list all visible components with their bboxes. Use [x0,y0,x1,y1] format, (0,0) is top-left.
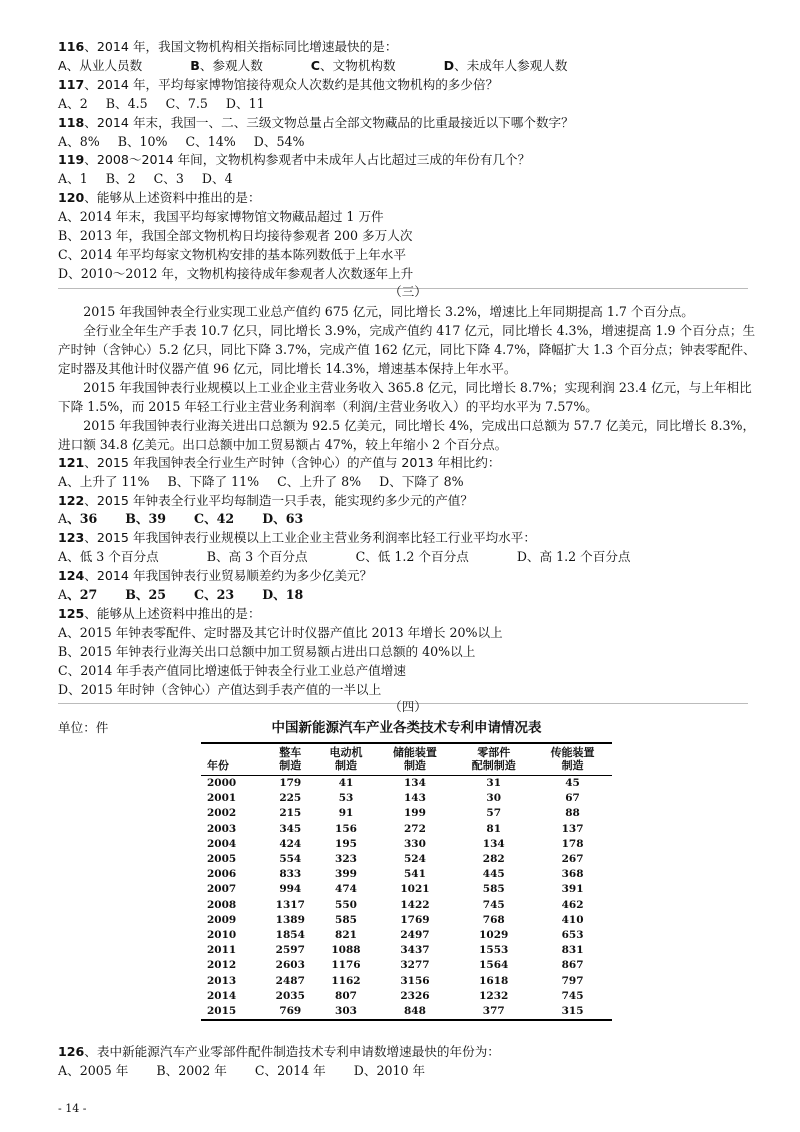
year-cell: 2010 [207,929,237,942]
option-c: C、14% [185,133,236,149]
value-cell: 2597 [275,944,305,957]
value-cell: 330 [403,837,426,850]
value-cell: 585 [335,913,357,926]
question-117 [58,76,758,95]
question-124-options [58,586,758,605]
value-cell: 831 [561,944,584,957]
option-d: D、18 [262,587,304,603]
value-cell: 303 [316,1004,375,1020]
value-cell: 445 [482,868,505,881]
value-cell: 199 [403,807,426,820]
value-cell: 768 [482,913,505,926]
question-126 [58,1043,758,1062]
value-cell: 30 [486,792,502,805]
table-row [201,1004,612,1020]
question-126-options [58,1062,758,1081]
value-cell: 3156 [400,974,430,987]
value-cell: 1176 [331,959,361,972]
option-d: D、63 [262,511,304,527]
question-number: 117 [58,76,85,92]
option-b: B、高 3 个百分点 [206,549,308,565]
exam-page [58,38,758,738]
value-cell: 554 [279,853,302,866]
question-123 [58,529,758,548]
option-a: A、从业人员数 [58,57,143,73]
option-c: C、低 1.2 个百分点 [355,549,469,565]
question-text: 、2014 年，平均每家博物馆接待观众人次数约是其他文物机构的多少倍？ [84,76,499,92]
question-122 [58,492,758,511]
option-c: C、2014 年手表产值同比增速低于钟表全行业工业总产值增速 [58,662,406,678]
table-row [201,791,612,806]
option-c: C、上升了 8% [277,473,362,489]
value-cell: 424 [279,837,302,850]
value-cell: 807 [335,989,357,1002]
value-cell: 745 [561,989,584,1002]
value-cell: 550 [335,898,357,911]
patent-data-table [201,742,612,1021]
option-d: D、高 1.2 个百分点 [516,549,631,565]
option-b: B、下降了 11% [167,473,260,489]
value-cell: 410 [561,913,584,926]
value-cell: 57 [486,807,502,820]
value-cell: 833 [279,868,302,881]
value-cell: 31 [486,777,502,789]
year-cell: 2003 [207,822,237,835]
value-cell: 134 [403,777,426,789]
header-parts: 零部件 配制制造 [454,743,533,776]
passage-paragraph-3: 2015 年我国钟表行业规模以上工业企业主营业务收入 365.8 亿元，同比增长 8.7%；实现利润 23.4 亿元，与上年相比下降 1.5%，而 2015 年轻工行业主营业务利润率（利润/主营业务收入）的平均水平为 7.57%。 [58,379,752,414]
year-cell: 2014 [207,989,237,1002]
value-cell: 225 [279,792,302,805]
value-cell: 178 [561,837,584,850]
option-c: C、23 [194,587,235,603]
table-row [201,852,612,867]
question-text: 、2008～2014 年间，文物机构参观者中未成年人占比超过三成的年份有几个？ [84,152,531,168]
value-cell: 267 [561,853,584,866]
option-d: D、下降了 8% [379,473,464,489]
question-number: 122 [58,492,85,508]
value-cell: 3437 [400,944,430,957]
question-number: 120 [58,190,85,206]
question-121-options [58,473,758,492]
question-125 [58,605,758,624]
option-c: C、3 [153,171,184,187]
question-122-options [58,510,758,529]
table-row [201,958,612,973]
question-number: 119 [58,152,85,168]
option-a: A、8% [58,133,100,149]
value-cell: 45 [565,777,580,789]
value-cell: 1854 [275,929,305,942]
passage-paragraph-4: 2015 年我国钟表行业海关进出口总额为 92.5 亿美元，同比增长 4%，完成出口总额为 57.7 亿美元，同比增长 8.3%，进口额 34.8 亿美元。出口总额中加工贸易额占 47%，较上年缩小 2 个百分点。 [58,417,756,452]
option-a: A、36 [58,511,98,527]
value-cell: 867 [561,959,584,972]
table-row [201,928,612,943]
year-cell: 2009 [207,913,237,926]
passage-paragraph-1: 2015 年我国钟表全行业实现工业总产值约 675 亿元，同比增长 3.2%，增速比上年同期提高 1.7 个百分点。 [83,303,694,319]
value-cell: 91 [338,807,354,820]
option-b: B、4.5 [105,95,148,111]
option-b: B、2002 年 [156,1062,227,1078]
value-cell: 81 [486,822,502,835]
value-cell: 143 [403,792,426,805]
value-cell: 345 [279,822,302,835]
table-body [201,776,612,1021]
year-cell: 2008 [207,898,237,911]
year-cell: 2005 [207,853,237,866]
value-cell: 1029 [479,929,509,942]
value-cell: 1021 [400,883,430,896]
year-cell: 2004 [207,837,237,850]
value-cell: 1162 [331,974,361,987]
header-storage: 储能装置 制造 [376,743,455,776]
table-row [201,913,612,928]
value-cell: 368 [561,868,584,881]
value-cell: 524 [403,853,426,866]
option-c: C、2014 年 [254,1062,326,1078]
option-a: A、1 [58,171,88,187]
value-cell: 134 [482,837,505,850]
section-heading-3: （三） [389,283,427,299]
question-text: 、2014 年我国钟表行业贸易顺差约为多少亿美元？ [84,568,373,584]
question-121 [58,454,758,473]
table-row [201,806,612,821]
question-118-options [58,133,758,152]
option-a: A、2015 年钟表零配件、定时器及其它计时仪器产值比 2013 年增长 20%以上 [58,624,503,640]
value-cell: 391 [561,883,584,896]
header-year: 年份 [201,743,264,776]
value-cell: 41 [338,777,354,789]
value-cell: 88 [565,807,580,820]
option-b: B、参观人数 [190,57,263,73]
question-text: 、2015 年钟表全行业平均每制造一只手表，能实现约多少元的产值？ [84,492,473,508]
year-cell: 2007 [207,883,237,896]
value-cell: 1422 [400,898,430,911]
option-d: D、4 [201,171,233,187]
value-cell: 156 [335,822,357,835]
value-cell: 315 [533,1004,612,1020]
question-119-options [58,170,758,189]
option-b: B、2013 年，我国全部文物机构日均接待参观者 200 多万人次 [58,228,413,244]
option-a: A、2 [58,95,88,111]
value-cell: 282 [482,853,505,866]
question-number: 123 [58,530,85,546]
option-d: D、2010～2012 年，文物机构接待成年参观者人次数逐年上升 [58,265,414,281]
table-row [201,837,612,852]
option-c: C、7.5 [165,95,208,111]
table-row [201,974,612,989]
question-text: 、表中新能源汽车产业零部件配件制造技术专利申请数增速最快的年份为： [84,1044,500,1059]
value-cell: 585 [482,883,505,896]
year-cell: 2002 [207,807,237,820]
value-cell: 3277 [400,959,430,972]
year-cell: 2015 [201,1004,264,1020]
value-cell: 821 [335,929,357,942]
value-cell: 474 [335,883,357,896]
table-header-row [201,743,612,776]
question-116-options [58,57,758,76]
patent-table [201,716,612,1033]
option-a: A、上升了 11% [58,473,150,489]
option-c: C、42 [194,511,235,527]
value-cell: 1553 [479,944,509,957]
value-cell: 2326 [400,989,430,1002]
value-cell: 399 [335,868,357,881]
question-text: 、2014 年，我国文物机构相关指标同比增速最快的是： [84,39,398,54]
year-cell: 2006 [207,868,237,881]
value-cell: 2497 [400,929,430,942]
value-cell: 994 [279,883,302,896]
question-text: 、能够从上述资料中推出的是： [84,190,261,206]
value-cell: 541 [403,868,426,881]
question-117-options [58,95,758,114]
option-a: A、2014 年末，我国平均每家博物馆文物藏品超过 1 万件 [58,209,384,225]
value-cell: 2035 [275,989,305,1002]
question-text: 、2015 年我国钟表行业规模以上工业企业主营业务利润率比轻工行业平均水平： [84,530,536,546]
year-cell: 2000 [207,777,237,789]
table-row [201,898,612,913]
value-cell: 1769 [400,913,430,926]
table-row [201,822,612,837]
question-126-block [58,1043,758,1081]
option-b: B、2015 年钟表行业海关出口总额中加工贸易额占进出口总额的 40%以上 [58,643,476,659]
value-cell: 377 [454,1004,533,1020]
question-119 [58,151,758,170]
value-cell: 2603 [275,959,305,972]
option-b: B、39 [125,511,167,527]
year-cell: 2012 [207,959,237,972]
passage-paragraph-2: 全行业全年生产手表 10.7 亿只，同比增长 3.9%，完成产值约 417 亿元，同比增长 4.3%，增速提高 1.9 个百分点；生产时钟（含钟心）5.2 亿只，同比下降 3.7%，完成产值 162 亿元，同比下降 4.7%，降幅扩大 1.3 个百分点；钟表零配件、定时器及其他计时仪器产值 96 亿元，同比增长 14.3%，增速基本保持上年水平。 [58,322,756,376]
section-heading-4: （四） [389,699,427,715]
question-124 [58,567,758,586]
question-text: 、2014 年末，我国一、二、三级文物总量占全部文物藏品的比重最接近以下哪个数字？ [84,114,574,130]
table-row [201,943,612,958]
header-motor: 电动机 制造 [316,743,375,776]
table-title: 中国新能源汽车产业各类技术专利申请情况表 [271,720,542,736]
option-c: C、2014 年平均每家文物机构安排的基本陈列数低于上年水平 [58,246,406,262]
option-d: D、54% [253,133,305,149]
question-number: 124 [58,568,85,584]
value-cell: 272 [403,822,426,835]
table-row [201,989,612,1004]
value-cell: 653 [561,929,584,942]
value-cell: 797 [561,974,584,987]
value-cell: 769 [264,1004,316,1020]
value-cell: 745 [482,898,505,911]
table-row [201,882,612,897]
question-118 [58,114,758,133]
value-cell: 215 [279,807,302,820]
value-cell: 137 [561,822,584,835]
question-number: 125 [58,605,85,621]
option-a: A、低 3 个百分点 [58,549,159,565]
value-cell: 1618 [479,974,509,987]
question-text: 、能够从上述资料中推出的是： [84,605,261,621]
question-116 [58,38,758,57]
question-120 [58,189,758,208]
value-cell: 67 [565,792,580,805]
year-cell: 2011 [207,944,237,957]
option-a: A、27 [58,587,98,603]
question-number: 126 [58,1044,85,1059]
option-b: B、10% [117,133,168,149]
option-d: D、未成年人参观人数 [443,57,568,73]
option-b: B、25 [125,587,167,603]
value-cell: 53 [338,792,354,805]
question-123-options [58,548,758,567]
header-transmission: 传能装置 制造 [533,743,612,776]
value-cell: 2487 [275,974,305,987]
unit-label: 单位：件 [58,720,109,736]
question-number: 118 [58,114,85,130]
value-cell: 848 [376,1004,455,1020]
value-cell: 1317 [275,898,305,911]
value-cell: 462 [561,898,584,911]
page-number: - 14 - [58,1102,87,1115]
value-cell: 1088 [331,944,361,957]
option-d: D、2010 年 [353,1062,426,1078]
value-cell: 1564 [479,959,509,972]
question-number: 116 [58,39,85,54]
header-vehicle: 整车 制造 [264,743,316,776]
table-row [201,776,612,792]
value-cell: 323 [335,853,357,866]
option-c: C、文物机构数 [310,57,396,73]
option-d: D、2015 年时钟（含钟心）产值达到手表产值的一半以上 [58,681,382,697]
year-cell: 2001 [207,792,237,805]
table-row [201,867,612,882]
value-cell: 195 [335,837,357,850]
question-number: 121 [58,454,85,470]
question-text: 、2015 年我国钟表全行业生产时钟（含钟心）的产值与 2013 年相比约： [84,454,501,470]
value-cell: 1232 [479,989,509,1002]
option-b: B、2 [105,171,136,187]
value-cell: 1389 [275,913,305,926]
value-cell: 179 [279,777,302,789]
option-a: A、2005 年 [58,1062,129,1078]
year-cell: 2013 [207,974,237,987]
option-d: D、11 [225,95,265,111]
